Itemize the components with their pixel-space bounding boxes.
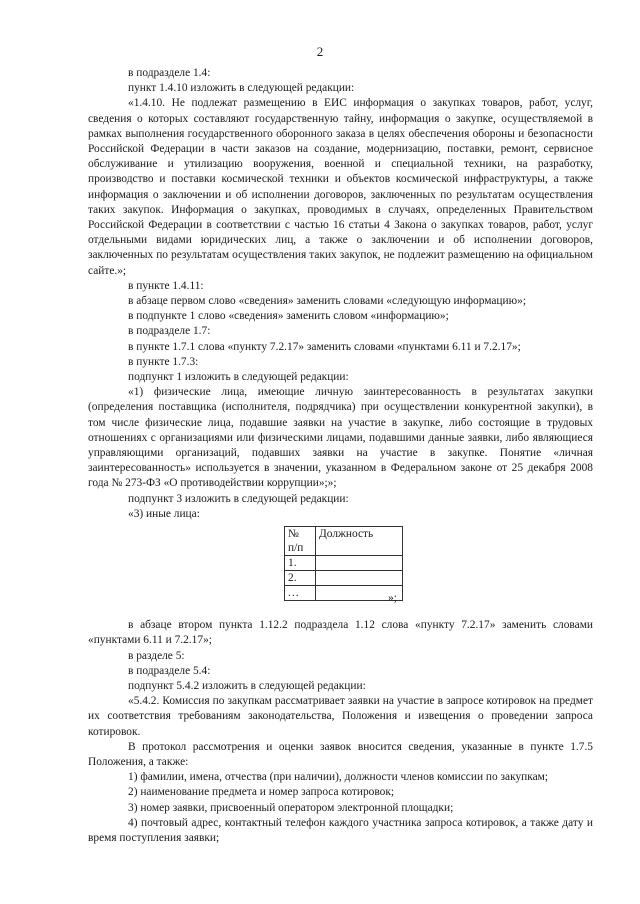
paragraph: в пункте 1.4.11: [128,279,204,292]
table-row [285,527,403,556]
table-cell [316,556,403,571]
paragraph: в абзаце втором пункта 1.12.2 подраздела 1.12 слова «пункту 7.2.17» заменить словами «пунктами 6.11 и 7.2.17»; [88,619,593,647]
table-cell: ... [285,586,316,601]
positions-table [284,526,403,601]
table-cell [316,571,403,586]
paragraph: подпункт 3 изложить в следующей редакции: [128,492,349,505]
table-header-number: № п/п [285,527,316,556]
paragraph: в подразделе 1.7: [128,325,211,338]
table-header-position: Должность [316,527,403,556]
paragraph: в пункте 1.7.3: [128,355,199,368]
table-closing-quote: »; [388,591,397,604]
paragraph: в подпункте 1 слово «сведения» заменить словом «информацию»; [128,310,449,323]
paragraph: «3) иные лица: [128,507,200,520]
paragraph-subpoint-1: «1) физические лица, имеющие личную заинтересованность в результатах закупки (определения поставщика (исполнителя, подрядчика) при осуществлении конкурентной закупки), в том числе физические лица, подавшие заявки на участие в закупке, либо состоящие в трудовых отношениях с организациями или физическими лицами, подавшими данные заявки, либо являющиеся управляющими организаций, подавших заявки на участие в закупке. Понятие «личная заинтересованность» используется в значении, указанном в Федеральном законе от 25 декабря 2008 года № 273-ФЗ «О противодействии коррупции»;»; [88,386,593,490]
paragraph: В протокол рассмотрения и оценки заявок вносится сведения, указанные в пункте 1.7.5 Положения, а также: [88,740,593,768]
paragraph-1-4-10: «1.4.10. Не подлежат размещению в ЕИС информация о закупках товаров, работ, услуг, сведения о которых составляют государственную тайну, информация о закупке, осуществляемой в рамках выполнения государственного оборонного заказа в целях обеспечения обороны и безопасности Российской Федерации в части заказов на создание, модернизацию, поставки, ремонт, сервисное обслуживание и утилизацию вооружения, военной и специальной техники, на разработку, производство и поставки космической техники и объектов космической инфраструктуры, а также информация о заключении и об исполнении договоров, заключенных по результатам осуществления таких закупок. Информация о закупках, проводимых в случаях, определенных Правительством Российской Федерации в соответствии с частью 16 статьи 4 Закона о закупках товаров, работ, услуг отдельными видами юридических лиц, а также о заключении и об исполнении договоров, заключенных по результатам осуществления таких закупок, не подлежит размещению на официальном сайте.»; [88,97,593,277]
table-cell: 2. [285,571,316,586]
paragraph: пункт 1.4.10 изложить в следующей редакции: [128,82,355,95]
list-item: 1) фамилии, имена, отчества (при наличии), должности членов комиссии по закупкам; [128,771,549,784]
positions-table-block [88,526,593,610]
paragraph: в абзаце первом слово «сведения» заменить словами «следующую информацию»; [128,295,526,308]
table-row [285,556,403,571]
page-number: 2 [316,44,324,59]
paragraph: подпункт 1 изложить в следующей редакции: [128,371,349,384]
list-item: 2) наименование предмета и номер запроса котировок; [128,786,395,799]
table-row [285,586,403,601]
paragraph: подпункт 5.4.2 изложить в следующей редакции: [128,679,366,692]
list-item: 3) номер заявки, присвоенный оператором электронной площадки; [128,801,454,814]
paragraph: в разделе 5: [128,649,185,662]
list-item: 4) почтовый адрес, контактный телефон каждого участника запроса котировок, а также дату и время поступления заявки; [88,816,593,844]
paragraph-5-4-2: «5.4.2. Комиссия по закупкам рассматривает заявки на участие в запросе котировок на предмет их соответствия требованиям законодательства, Положения и извещения о проведении запроса котировок. [88,695,593,738]
paragraph: в подразделе 1.4: [128,67,211,79]
document-body [88,66,593,846]
table-row [285,571,403,586]
paragraph: в пункте 1.7.1 слова «пункту 7.2.17» заменить словами «пунктами 6.11 и 7.2.17»; [128,340,521,353]
paragraph: в подразделе 5.4: [128,664,211,677]
table-cell: 1. [285,556,316,571]
